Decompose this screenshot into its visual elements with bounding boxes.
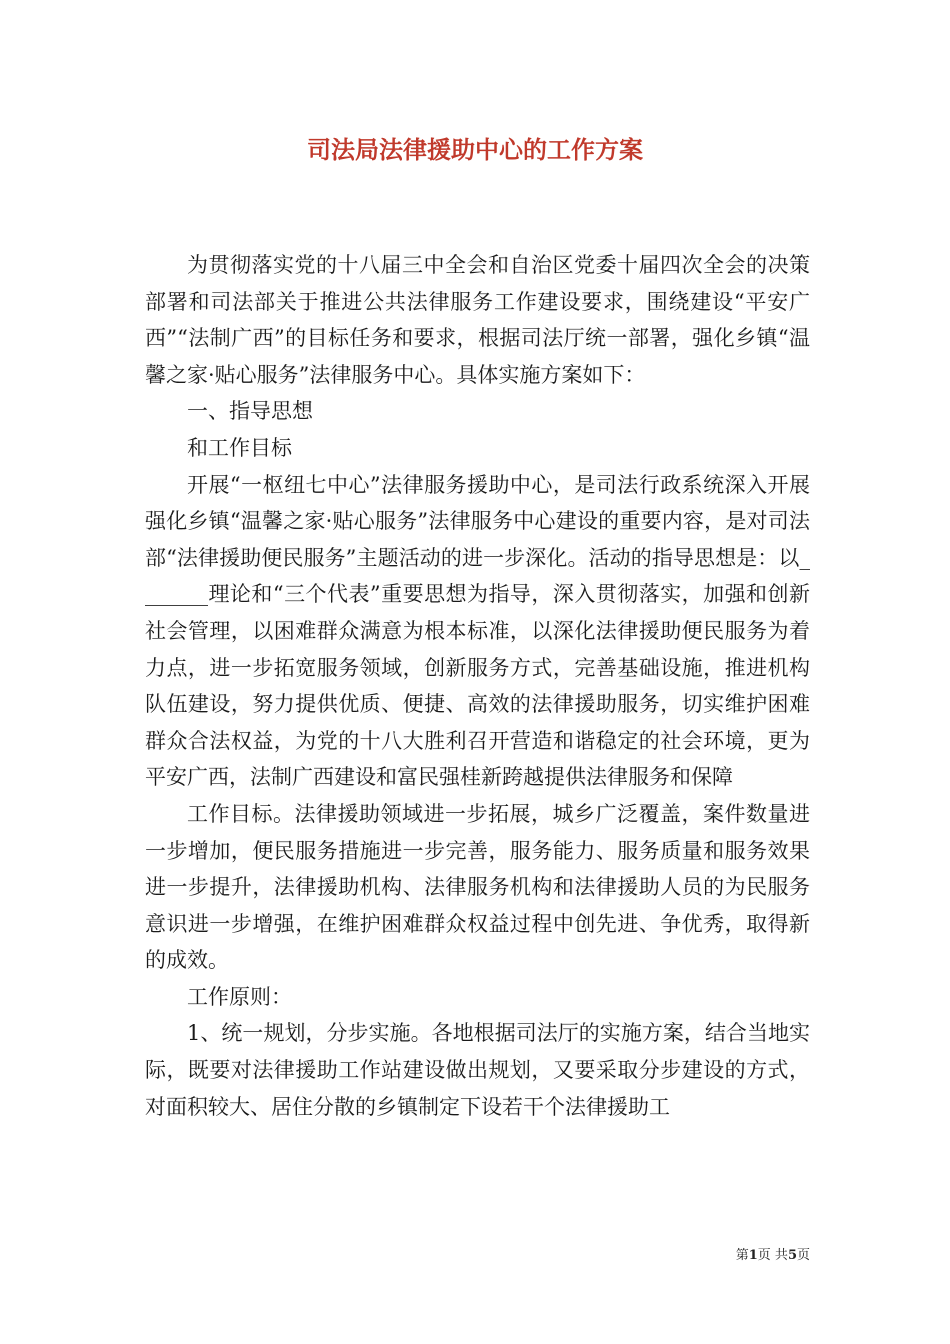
section-heading-work-principles: 工作原则：	[187, 984, 292, 1009]
page-number-footer	[690, 1247, 810, 1265]
paragraph-principle-1: 1、统一规划，分步实施。各地根据司法厅的实施方案，结合当地实际，既要对法律援助工作站建设做出规划，又要采取分步建设的方式，对面积较大、居住分散的乡镇制定下设若干个法律援助工	[145, 1021, 810, 1119]
page-title: 司法局法律援助中心的工作方案	[307, 135, 643, 164]
footer-total-pages: 5	[787, 1248, 797, 1263]
section-heading-work-goals: 和工作目标	[187, 435, 292, 460]
footer-middle: 页 共	[757, 1248, 788, 1263]
document-body	[145, 247, 810, 1125]
footer-prefix: 第	[735, 1248, 749, 1263]
footer-current-page: 1	[748, 1248, 758, 1263]
footer-suffix: 页	[796, 1248, 810, 1263]
paragraph-guiding-ideology: 开展“一枢纽七中心”法律服务援助中心，是司法行政系统深入开展强化乡镇“温馨之家·贴心服务”法律服务中心建设的重要内容，是对司法部“法律援助便民服务”主题活动的进一步深化。活动的指导思想是：以_______理论和“三个代表”重要思想为指导，深入贯彻落实，加强和创新社会管理，以困难群众满意为根本标准，以深化法律援助便民服务为着力点，进一步拓宽服务领域，创新服务方式，完善基础设施，推进机构队伍建设，努力提供优质、便捷、高效的法律援助服务，切实维护困难群众合法权益，为党的十八大胜利召开营造和谐稳定的社会环境，更为平安广西，法制广西建设和富民强桂新跨越提供法律服务和保障	[145, 472, 810, 790]
paragraph-intro: 为贯彻落实党的十八届三中全会和自治区党委十届四次全会的决策部署和司法部关于推进公共法律服务工作建设要求，围绕建设“平安广西”“法制广西”的目标任务和要求，根据司法厅统一部署，强化乡镇“温馨之家·贴心服务”法律服务中心。具体实施方案如下：	[145, 253, 810, 387]
section-heading-guiding-ideology: 一、指导思想	[187, 399, 313, 424]
paragraph-work-goals: 工作目标。法律援助领域进一步拓展，城乡广泛覆盖，案件数量进一步增加，便民服务措施进一步完善，服务能力、服务质量和服务效果进一步提升，法律援助机构、法律服务机构和法律援助人员的为民服务意识进一步增强，在维护困难群众权益过程中创先进、争优秀，取得新的成效。	[145, 801, 810, 973]
